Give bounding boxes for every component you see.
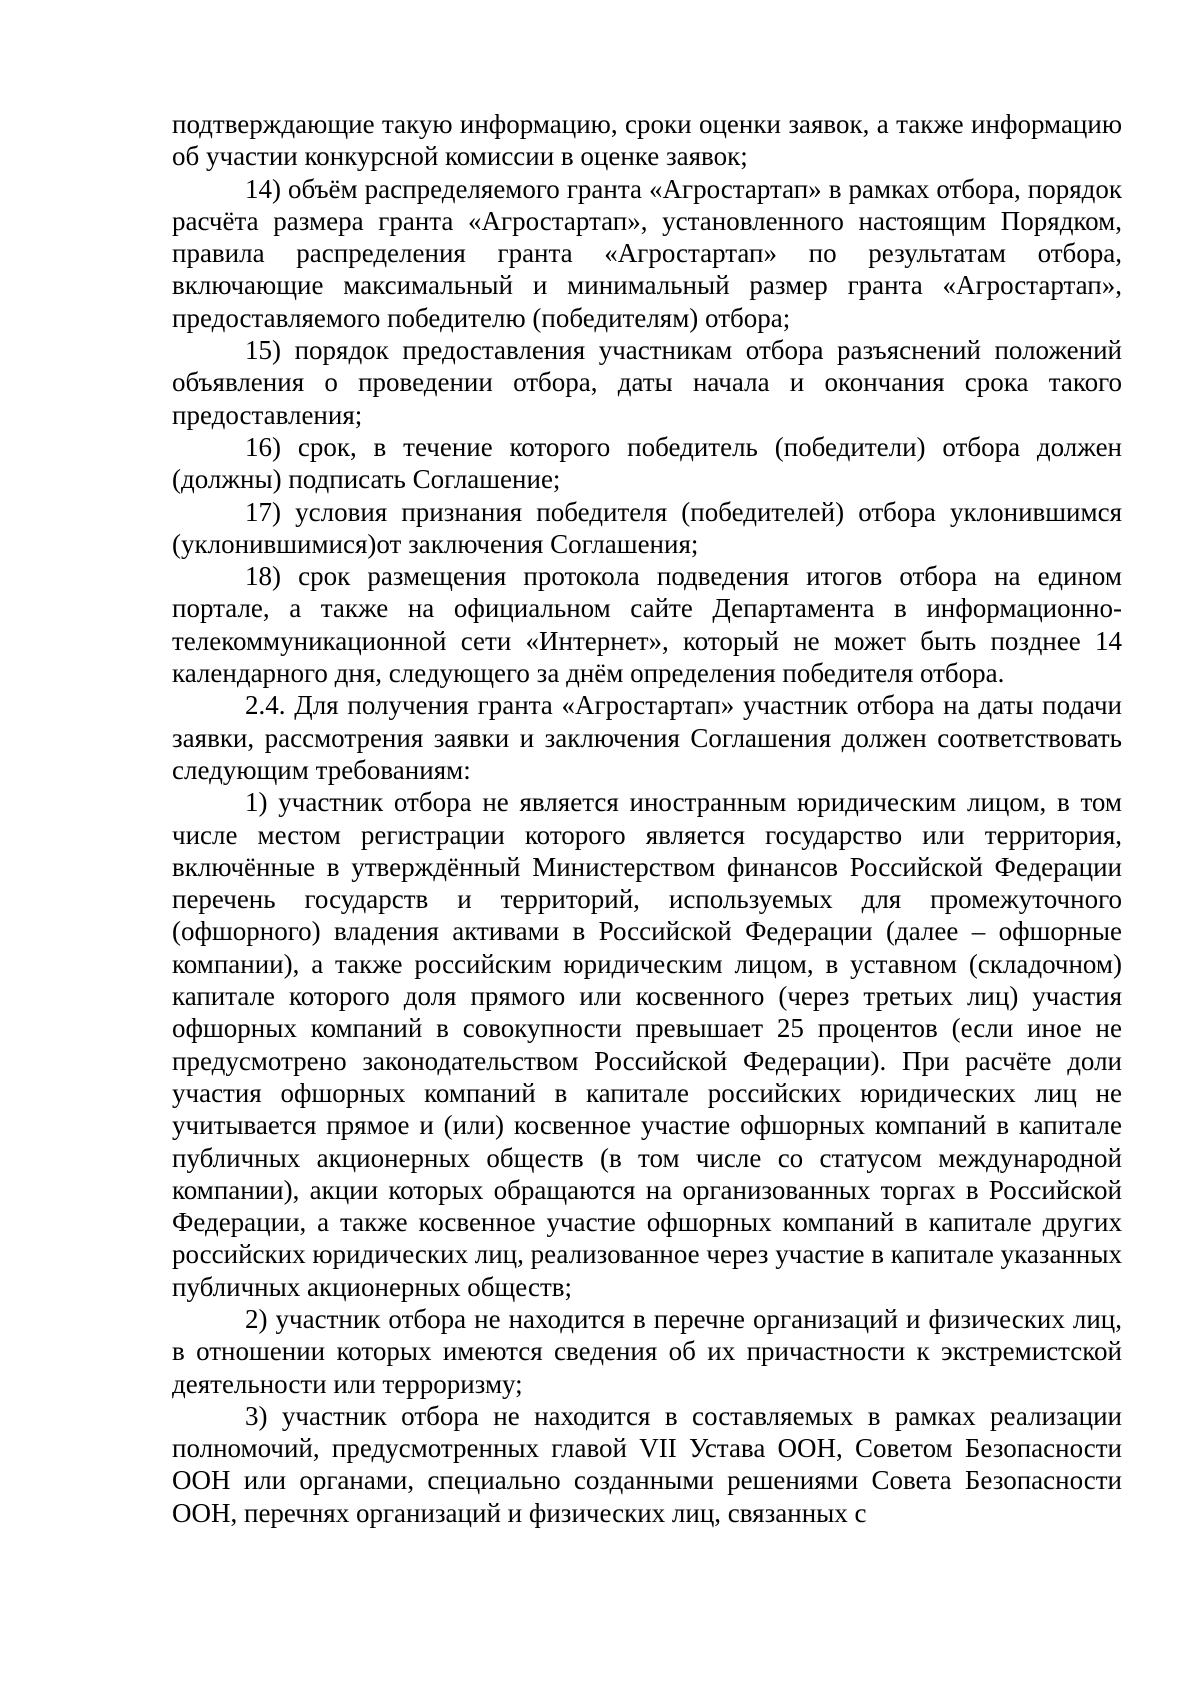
paragraph-continuation: подтверждающие такую информацию, сроки оценки заявок, а также информацию об участии конкурсной комиссии в оценке заявок; [172,109,1122,172]
paragraph-item-14: 14) объём распределяемого гранта «Агростартап» в рамках отбора, порядок расчёта размера гранта «Агростартап», установленного настоящим Порядком, правила распределения гранта «Агростартап» по результатам отбора, включающие максимальный и минимальный размер гранта «Агростартап», предоставляемого победителю (победителям) отбора; [172,173,1122,333]
paragraph-requirement-3: 3) участник отбора не находится в составляемых в рамках реализации полномочий, предусмотренных главой VII Устава ООН, Советом Безопасности ООН или органами, специально созданными решениями Совета Безопасности ООН, перечнях организаций и физических лиц, связанных с [172,1400,1122,1528]
paragraph-item-18: 18) срок размещения протокола подведения итогов отбора на едином портале, а также на официальном сайте Департамента в информационно-телекоммуникационной сети «Интернет», который не может быть позднее 14 календарного дня, следующего за днём определения победителя отбора. [172,561,1122,689]
paragraph-item-16: 16) срок, в течение которого победитель (победители) отбора должен (должны) подписать Соглашение; [172,431,1122,495]
paragraph-section-2-4: 2.4. Для получения гранта «Агростартап» участник отбора на даты подачи заявки, рассмотрения заявки и заключения Соглашения должен соответствовать следующим требованиям: [172,690,1122,785]
paragraph-item-15: 15) порядок предоставления участникам отбора разъяснений положений объявления о проведении отбора, даты начала и окончания срока такого предоставления; [172,335,1122,430]
document-page [172,108,1122,1529]
paragraph-requirement-2: 2) участник отбора не находится в перечне организаций и физических лиц, в отношении которых имеются сведения об их причастности к экстремистской деятельности или терроризму; [172,1303,1122,1399]
paragraph-item-17: 17) условия признания победителя (победителей) отбора уклонившимся (уклонившимися)от заключения Соглашения; [172,496,1122,559]
paragraph-requirement-1: 1) участник отбора не является иностранным юридическим лицом, в том числе местом регистрации которого является государство или территория, включённые в утверждённый Министерством финансов Российской Федерации перечень государств и территорий, используемых для промежуточного (офшорного) владения активами в Российской Федерации (далее – офшорные компании), а также российским юридическим лицом, в уставном (складочном) капитале которого доля прямого или косвенного (через третьих лиц) участия офшорных компаний в совокупности превышает 25 процентов (если иное не предусмотрено законодательством Российской Федерации). При расчёте доли участия офшорных компаний в капитале российских юридических лиц не учитывается прямое и (или) косвенное участие офшорных компаний в капитале публичных акционерных обществ (в том числе со статусом международной компании), акции которых обращаются на организованных торгах в Российской Федерации, а также косвенное участие офшорных компаний в капитале других российских юридических лиц, реализованное через участие в капитале указанных публичных акционерных обществ; [172,787,1122,1302]
